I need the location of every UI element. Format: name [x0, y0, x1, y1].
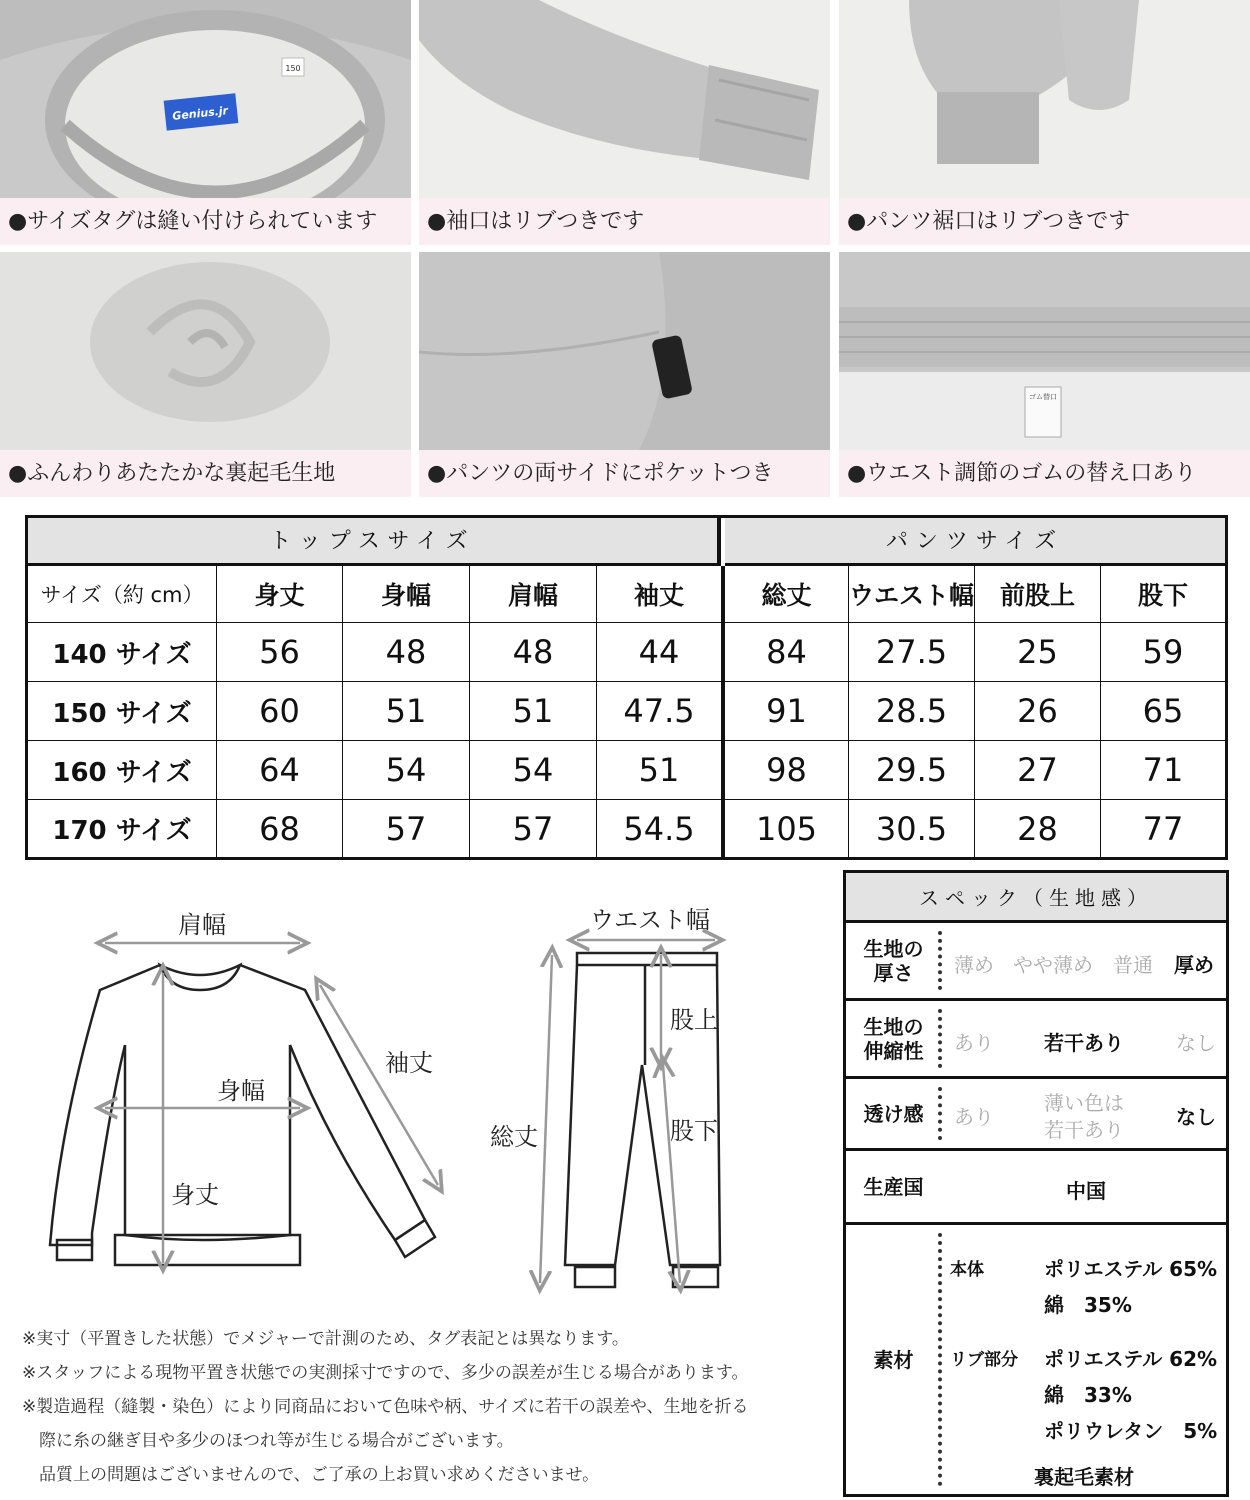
- label-body-width: 身幅: [217, 1077, 265, 1105]
- pants-outline: [485, 895, 745, 1295]
- size-label: 150 サイズ: [28, 682, 217, 740]
- spec-label-material: 素材: [873, 1347, 914, 1372]
- table-cell: 105: [725, 800, 849, 857]
- table-cell: 48: [470, 623, 597, 681]
- material-line: ポリエステル 62%: [1044, 1347, 1218, 1371]
- spec-row-sheer: [846, 1079, 1226, 1151]
- material-line: 綿 33%: [1044, 1383, 1132, 1407]
- table-cell: 27: [975, 741, 1101, 799]
- tops-size-heading: トップスサイズ: [28, 518, 721, 566]
- header-waist: ウエスト幅: [849, 566, 975, 622]
- stretch-option: あり: [954, 1031, 994, 1055]
- stretch-option: なし: [1176, 1031, 1216, 1055]
- sheer-option-selected: なし: [1176, 1105, 1216, 1129]
- material-line: ポリウレタン 5%: [1044, 1419, 1218, 1443]
- dotted-divider: [938, 931, 942, 990]
- table-cell: 91: [725, 682, 849, 740]
- spec-row-stretch: [846, 1001, 1226, 1079]
- material-rib-label: リブ部分: [950, 1350, 1018, 1370]
- label-waist: ウエスト幅: [590, 906, 710, 934]
- table-cell: 65: [1142, 692, 1184, 730]
- thickness-option: やや薄め: [1013, 953, 1093, 977]
- header-inseam: 股下: [1137, 581, 1188, 610]
- thickness-option: 薄め: [954, 953, 994, 977]
- origin-value: 中国: [1066, 1179, 1106, 1203]
- table-cell: 60: [217, 682, 343, 740]
- size-label: 140 サイズ: [28, 623, 217, 681]
- note-line: ※製造過程（縫製・染色）により同商品において色味や柄、サイズに若干の誤差や、生地を折る: [22, 1397, 749, 1417]
- table-cell: 47.5: [597, 682, 725, 740]
- table-cell: 64: [217, 741, 343, 799]
- table-cell: 71: [1142, 751, 1184, 789]
- header-rise: 前股上: [975, 566, 1101, 622]
- note-line: 品質上の問題はございませんので、ご了承の上お買い求めくださいませ。: [22, 1465, 600, 1485]
- table-cell: 28: [975, 800, 1101, 857]
- table-cell: 44: [597, 623, 725, 681]
- pants-diagram: [485, 895, 745, 1295]
- size-label: 170 サイズ: [28, 800, 217, 857]
- neck-tag-photo: [0, 0, 411, 198]
- note-line: ※実寸（平置きした状態）でメジャーで計測のため、タグ表記とは異なります。: [22, 1329, 629, 1349]
- spec-label-origin: 生産国: [863, 1174, 924, 1199]
- disclaimer-notes: [22, 1322, 822, 1492]
- size-header-row: [28, 566, 1225, 623]
- header-body-width: 身幅: [343, 566, 470, 622]
- caption-fleece: ●ふんわりあたたかな裏起毛生地: [0, 450, 411, 497]
- spec-label-stretch: 生地の伸縮性: [863, 1014, 924, 1063]
- note-line: 際に糸の継ぎ目や多少のほつれ等が生じる場合がございます。: [22, 1431, 514, 1451]
- table-cell: 68: [217, 800, 343, 857]
- table-cell: 77: [1142, 809, 1184, 848]
- header-body-length: 身丈: [217, 566, 343, 622]
- material-line: ポリエステル 65%: [1044, 1257, 1218, 1281]
- sweatshirt-diagram: [30, 895, 470, 1295]
- spec-row-origin: [846, 1151, 1226, 1225]
- table-cell: 28.5: [849, 682, 975, 740]
- waist-photo: [839, 252, 1250, 450]
- thickness-option-selected: 厚め: [1174, 953, 1214, 977]
- label-sleeve: 袖丈: [385, 1049, 433, 1077]
- sheer-option: あり: [954, 1105, 994, 1129]
- spec-row-material: [846, 1225, 1226, 1494]
- pocket-photo: [419, 252, 830, 450]
- spec-label-sheer: 透け感: [863, 1101, 924, 1126]
- waist-tag-text: ゴム替口: [1029, 393, 1057, 401]
- photo-pocket: [419, 252, 830, 497]
- table-cell: 25: [975, 623, 1101, 681]
- label-rise: 股上: [670, 1006, 718, 1034]
- spec-table: [843, 870, 1229, 1497]
- spec-title: スペック（生地感）: [846, 873, 1226, 923]
- caption-pants-cuff: ●パンツ裾口はリブつきです: [839, 198, 1250, 245]
- table-cell: 51: [343, 682, 470, 740]
- table-cell: 54: [343, 741, 470, 799]
- header-shoulder: 肩幅: [470, 566, 597, 622]
- caption-size-tag: ●サイズタグは縫い付けられています: [0, 198, 411, 245]
- label-total-length: 総丈: [490, 1123, 538, 1151]
- table-row: [28, 682, 1225, 741]
- photo-fleece: [0, 252, 411, 497]
- table-cell: 56: [217, 623, 343, 681]
- tag-size-text: 150: [285, 64, 301, 73]
- size-table: [25, 515, 1228, 860]
- photo-waist: [839, 252, 1250, 497]
- photo-pants-cuff: [839, 0, 1250, 245]
- pants-cuff-photo: [839, 0, 1250, 198]
- header-total-length: 総丈: [725, 566, 849, 622]
- feature-photo-grid: [0, 0, 1250, 500]
- sheer-option: 薄い色は: [1044, 1091, 1124, 1115]
- header-size: サイズ（約 cm）: [28, 566, 217, 622]
- table-cell: 98: [725, 741, 849, 799]
- photo-sleeve-cuff: [419, 0, 830, 245]
- dotted-divider: [938, 1087, 942, 1140]
- table-cell: 57: [470, 800, 597, 857]
- table-cell: 51: [597, 741, 725, 799]
- stretch-option-selected: 若干あり: [1044, 1031, 1124, 1055]
- dotted-divider: [938, 1009, 942, 1068]
- table-cell: 29.5: [849, 741, 975, 799]
- fleece-photo: [0, 252, 411, 450]
- note-line: ※スタッフによる現物平置き状態での実測採寸ですので、多少の誤差が生じる場合があります。: [22, 1363, 749, 1383]
- table-row: [28, 623, 1225, 682]
- size-label: 160 サイズ: [28, 741, 217, 799]
- photo-size-tag: [0, 0, 411, 245]
- table-cell: 84: [725, 623, 849, 681]
- sheer-option: 若干あり: [1044, 1118, 1124, 1142]
- label-body-length: 身丈: [171, 1181, 219, 1209]
- table-cell: 59: [1142, 633, 1184, 671]
- table-cell: 54.5: [597, 800, 725, 857]
- table-row: [28, 800, 1225, 857]
- caption-pocket: ●パンツの両サイドにポケットつき: [419, 450, 830, 497]
- material-line: 綿 35%: [1044, 1293, 1132, 1317]
- spec-label-thickness: 生地の厚さ: [863, 936, 924, 985]
- dotted-divider: [938, 1233, 942, 1486]
- tag-brand-text: Genius.jr: [171, 104, 229, 123]
- table-row: [28, 741, 1225, 800]
- thickness-option: 普通: [1113, 953, 1153, 977]
- table-cell: 51: [470, 682, 597, 740]
- header-sleeve: 袖丈: [597, 566, 725, 622]
- table-cell: 57: [343, 800, 470, 857]
- label-inseam: 股下: [670, 1117, 718, 1145]
- table-cell: 30.5: [849, 800, 975, 857]
- table-cell: 27.5: [849, 623, 975, 681]
- table-cell: 48: [343, 623, 470, 681]
- spec-row-thickness: [846, 923, 1226, 1001]
- label-shoulder: 肩幅: [178, 911, 226, 939]
- caption-waist: ●ウエスト調節のゴムの替え口あり: [839, 450, 1250, 497]
- sleeve-cuff-photo: [419, 0, 830, 198]
- caption-sleeve-cuff: ●袖口はリブつきです: [419, 198, 830, 245]
- material-footer: 裏起毛素材: [1034, 1465, 1134, 1489]
- material-body-label: 本体: [950, 1260, 984, 1280]
- pants-size-heading: パンツサイズ: [725, 518, 1225, 566]
- table-cell: 26: [975, 682, 1101, 740]
- table-cell: 54: [470, 741, 597, 799]
